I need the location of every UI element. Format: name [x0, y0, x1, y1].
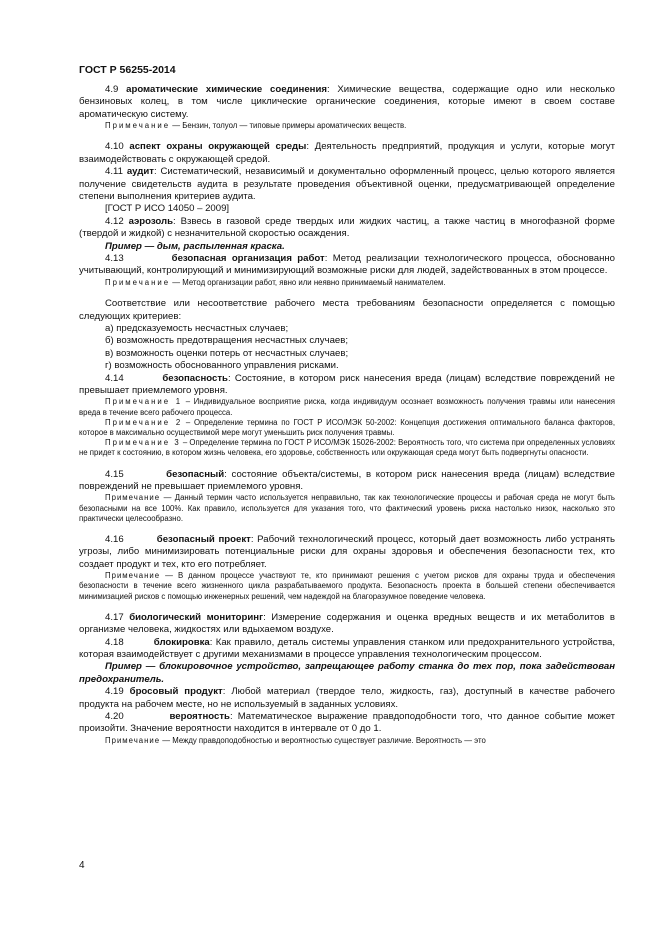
term-name: безопасный проект — [156, 533, 251, 545]
term-4-15: 4.15 безопасный: состояние объекта/системы, в котором риск нанесения вреда (лицам) вследствие повреждений не превышает приемлемого уровня. — [79, 468, 615, 492]
reference: [ГОСТ Р ИСО 14050 – 2009] — [105, 203, 230, 215]
term-4-17: 4.17 биологический мониторинг: Измерение содержания и оценка вредных веществ и их метаболитов в организме человека, жидкостях или вдыхаемом воздухе. — [79, 611, 615, 636]
term-4-12: 4.12 аэрозоль: Взвесь в газовой среде твердых или жидких частиц, а также частиц в многофазной форме (твердой и жидкой) с незначительной скоростью осаждения. — [79, 215, 615, 240]
note: Примечание — Между правдоподобностью и вероятностью существует различие. Вероятность — это — [105, 735, 486, 745]
note: Примечание — В данном процессе участвуют те, кто принимают решения с учетом рисков для охраны труда и обеспечения безопасности в течение всего жизненного цикла разрабатываемого продукта. Безопасность проекта в большей степени обеспечивается минимизацией рисков с помощью инженерных решений, чем надеждой на благоразумное поведение человека. — [79, 571, 615, 601]
term-4-9: 4.9 ароматические химические соединения: Химические вещества, содержащие одно или несколько бензиновых колец, в том числе циклические органические соединения, которые имеют в своем составе ароматическую систему. — [79, 84, 616, 120]
document-header: ГОСТ Р 56255-2014 — [79, 64, 176, 76]
term-4-20: 4.20 вероятность: Математическое выражение правдоподобности того, что данное событие может произойти. Значение вероятности находится в интервале от 0 до 1. — [79, 711, 615, 735]
note: Примечание 2 – Определение термина по ГОСТ Р ИСО/МЭК 50-2002: Концепция достижения оптимального баланса факторов, которое в максимально осуществимой мере могут уменьшить риск получения травмы. — [79, 417, 615, 437]
term-name: аудит — [126, 166, 154, 178]
term-name: безопасная организация работ — [171, 253, 325, 265]
term-name: вероятность — [169, 711, 230, 723]
term-4-19: 4.19 бросовый продукт: Любой материал (твердое тело, жидкость, газ), доступный в качестве рабочего продукта на рабочем месте, но не используемый в заданных условиях. — [79, 686, 615, 710]
example: Пример — дым, распыленная краска. — [105, 240, 285, 252]
term-name: бросовый продукт — [129, 686, 223, 698]
document-body — [79, 84, 615, 746]
page-number: 4 — [79, 860, 85, 871]
term-4-10: 4.10 аспект охраны окружающей среды: Деятельность предприятий, продукция и услуги, которые могут взаимодействовать с окружающей средой. — [79, 141, 615, 165]
term-name: аэрозоль — [128, 215, 173, 227]
term-name: биологический мониторинг — [129, 611, 264, 623]
list-item: а) предсказуемость несчастных случаев; — [105, 322, 289, 334]
note: Примечание — Метод организации работ, явно или неявно принимаемый нанимателем. — [105, 277, 446, 287]
term-4-11: 4.11 аудит: Систематический, независимый и документально оформленный процесс, целью которого является получение свидетельств аудита в результате проведения объективной оценки, предусматривающей определение степени выполнения критериев аудита. — [79, 166, 615, 203]
term-4-18: 4.18 блокировка: Как правило, деталь системы управления станком или предохранительного устройства, которая взаимодействует с другими механизмами в процессе управления технологическим процессом. — [79, 636, 615, 661]
term-4-16: 4.16 безопасный проект: Рабочий технологический процесс, который дает возможность либо устранять угрозы, либо минимизировать потенциальные риски для охраны здоровья и обеспечения безопасности тех, кто создает продукт и тех, кто его потребляет. — [79, 533, 615, 570]
term-name: ароматические химические соединения — [126, 84, 327, 95]
term-name: блокировка — [153, 636, 210, 648]
note: Примечание 1 – Индивидуальное восприятие риска, когда индивидуум осознает возможность получения травмы или нанесения вреда в течение всего рабочего процесса. — [79, 397, 616, 417]
term-name: безопасность — [162, 372, 228, 384]
list-item: в) возможность оценки потерь от несчастных случаев; — [105, 347, 349, 359]
note: Примечание — Данный термин часто используется неправильно, так как технологические процессы и рабочая среда не могут быть безопасными на все 100%. Как правило, используется для указания того, что фактический уровень риска настолько низок, насколько это практически целесообразно. — [79, 493, 615, 523]
list-item: г) возможность обоснованного управления рисками. — [105, 360, 339, 372]
criteria-paragraph: Соответствие или несоответствие рабочего места требованиям безопасности определяется с помощью следующих критериев: — [79, 298, 615, 322]
term-name: аспект охраны окружающей среды — [129, 141, 307, 153]
term-name: безопасный — [166, 468, 225, 480]
note: Примечание 3 – Определение термина по ГОСТ Р ИСО/МЭК 15026-2002: Вероятность того, что система при определенных условиях не придет к состоянию, в котором жизнь человека, его здоровье, собственность или окружающая среда могут быть подвергнуты опасности. — [79, 438, 615, 458]
note: Примечание — Бензин, толуол — типовые примеры ароматических веществ. — [105, 121, 407, 131]
list-item: б) возможность предотвращения несчастных случаев; — [105, 335, 349, 347]
example: Пример — блокировочное устройство, запрещающее работу станка до тех пор, пока задействован предохранитель. — [79, 661, 615, 685]
criteria-list — [79, 323, 615, 373]
term-4-14: 4.14 безопасность: Состояние, в котором риск нанесения вреда (лицам) вследствие повреждений не превышает приемлемого уровня. — [79, 372, 615, 396]
term-4-13: 4.13 безопасная организация работ: Метод реализации технологического процесса, обоснованно учитывающий, контролирующий и минимизирующий возможные риски для людей, задействованных в этом процессе. — [79, 253, 615, 277]
